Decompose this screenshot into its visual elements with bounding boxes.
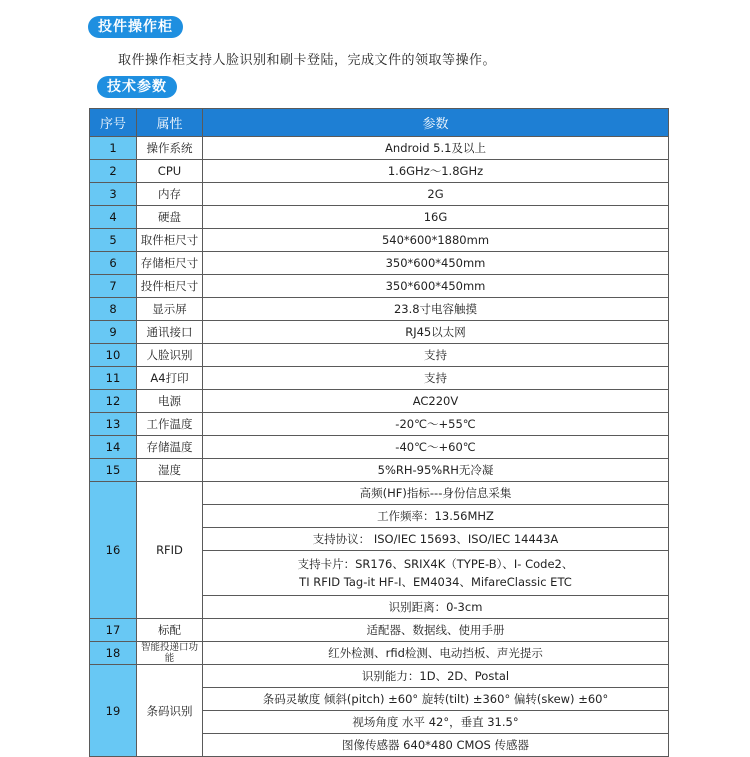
row-value: 350*600*450mm xyxy=(203,275,669,298)
table-row xyxy=(90,137,669,160)
row-value: 支持 xyxy=(203,367,669,390)
table-row xyxy=(90,160,669,183)
table-row xyxy=(90,367,669,390)
rfid-cards xyxy=(203,551,669,596)
table-row xyxy=(90,252,669,275)
row-attribute: 通讯接口 xyxy=(137,321,203,344)
barcode-spec: 图像传感器 640*480 CMOS 传感器 xyxy=(203,734,669,757)
rfid-spec: 识别距离：0-3cm xyxy=(203,596,669,619)
row-attribute: 存储温度 xyxy=(137,436,203,459)
table-row xyxy=(90,459,669,482)
table-row-barcode xyxy=(90,665,669,688)
row-value: 2G xyxy=(203,183,669,206)
row-attribute: 操作系统 xyxy=(137,137,203,160)
barcode-spec: 识别能力：1D、2D、Postal xyxy=(203,665,669,688)
row-value: RJ45以太网 xyxy=(203,321,669,344)
row-number: 4 xyxy=(90,206,137,229)
section-title-cabinet: 投件操作柜 xyxy=(88,16,183,38)
row-attribute: 投件柜尺寸 xyxy=(137,275,203,298)
row-attribute: 工作温度 xyxy=(137,413,203,436)
row-value: 16G xyxy=(203,206,669,229)
table-row xyxy=(90,206,669,229)
row-value: 5%RH-95%RH无冷凝 xyxy=(203,459,669,482)
rfid-spec: 工作频率：13.56MHZ xyxy=(203,505,669,528)
row-number: 17 xyxy=(90,619,137,642)
rfid-spec: 高频(HF)指标---身份信息采集 xyxy=(203,482,669,505)
table-row xyxy=(90,390,669,413)
row-number: 15 xyxy=(90,459,137,482)
row-attribute: CPU xyxy=(137,160,203,183)
row-attribute: 湿度 xyxy=(137,459,203,482)
row-number: 5 xyxy=(90,229,137,252)
header-no: 序号 xyxy=(90,109,137,137)
row-number: 11 xyxy=(90,367,137,390)
row-number: 6 xyxy=(90,252,137,275)
row-number: 16 xyxy=(90,482,137,619)
row-value: 支持 xyxy=(203,344,669,367)
table-row xyxy=(90,183,669,206)
row-number: 19 xyxy=(90,665,137,757)
row-number: 3 xyxy=(90,183,137,206)
row-attribute: 智能投递口功能 xyxy=(137,642,203,665)
row-attribute: 电源 xyxy=(137,390,203,413)
row-attribute: RFID xyxy=(137,482,203,619)
row-value: -20℃～+55℃ xyxy=(203,413,669,436)
row-value: 540*600*1880mm xyxy=(203,229,669,252)
row-attribute: 显示屏 xyxy=(137,298,203,321)
row-attribute: 硬盘 xyxy=(137,206,203,229)
table-row xyxy=(90,298,669,321)
row-number: 10 xyxy=(90,344,137,367)
table-row xyxy=(90,642,669,665)
table-row xyxy=(90,229,669,252)
row-value: 23.8寸电容触摸 xyxy=(203,298,669,321)
rfid-spec: 支持卡片：SR176、SRIX4K（TYPE-B）、I- Code2、 xyxy=(297,557,574,571)
row-number: 2 xyxy=(90,160,137,183)
row-number: 12 xyxy=(90,390,137,413)
table-row xyxy=(90,413,669,436)
table-row xyxy=(90,344,669,367)
row-value: AC220V xyxy=(203,390,669,413)
row-attribute: 取件柜尺寸 xyxy=(137,229,203,252)
table-row xyxy=(90,321,669,344)
table-row xyxy=(90,619,669,642)
row-number: 1 xyxy=(90,137,137,160)
row-attribute: 人脸识别 xyxy=(137,344,203,367)
table-row-rfid xyxy=(90,482,669,505)
row-number: 13 xyxy=(90,413,137,436)
row-value: 红外检测、rfid检测、电动挡板、声光提示 xyxy=(203,642,669,665)
row-attribute: 标配 xyxy=(137,619,203,642)
row-number: 8 xyxy=(90,298,137,321)
header-val: 参数 xyxy=(203,109,669,137)
rfid-spec: TI RFID Tag-it HF-I、EM4034、MifareClassic ETC xyxy=(299,575,572,589)
row-attribute: 条码识别 xyxy=(137,665,203,757)
row-attribute: A4打印 xyxy=(137,367,203,390)
row-value: Android 5.1及以上 xyxy=(203,137,669,160)
row-attribute: 内存 xyxy=(137,183,203,206)
barcode-spec: 视场角度 水平 42°，垂直 31.5° xyxy=(203,711,669,734)
spec-table xyxy=(89,108,669,757)
row-value: 适配器、数据线、使用手册 xyxy=(203,619,669,642)
row-number: 7 xyxy=(90,275,137,298)
cabinet-description: 取件操作柜支持人脸识别和刷卡登陆，完成文件的领取等操作。 xyxy=(118,53,497,68)
table-row xyxy=(90,436,669,459)
row-number: 9 xyxy=(90,321,137,344)
row-value: 350*600*450mm xyxy=(203,252,669,275)
header-attr: 属性 xyxy=(137,109,203,137)
table-row xyxy=(90,275,669,298)
row-attribute: 存储柜尺寸 xyxy=(137,252,203,275)
row-value: -40℃～+60℃ xyxy=(203,436,669,459)
section-title-params: 技术参数 xyxy=(97,76,177,98)
barcode-spec: 条码灵敏度 倾斜(pitch) ±60° 旋转(tilt) ±360° 偏转(skew) ±60° xyxy=(203,688,669,711)
rfid-spec: 支持协议： ISO/IEC 15693、ISO/IEC 14443A xyxy=(203,528,669,551)
row-number: 14 xyxy=(90,436,137,459)
row-value: 1.6GHz～1.8GHz xyxy=(203,160,669,183)
row-number: 18 xyxy=(90,642,137,665)
